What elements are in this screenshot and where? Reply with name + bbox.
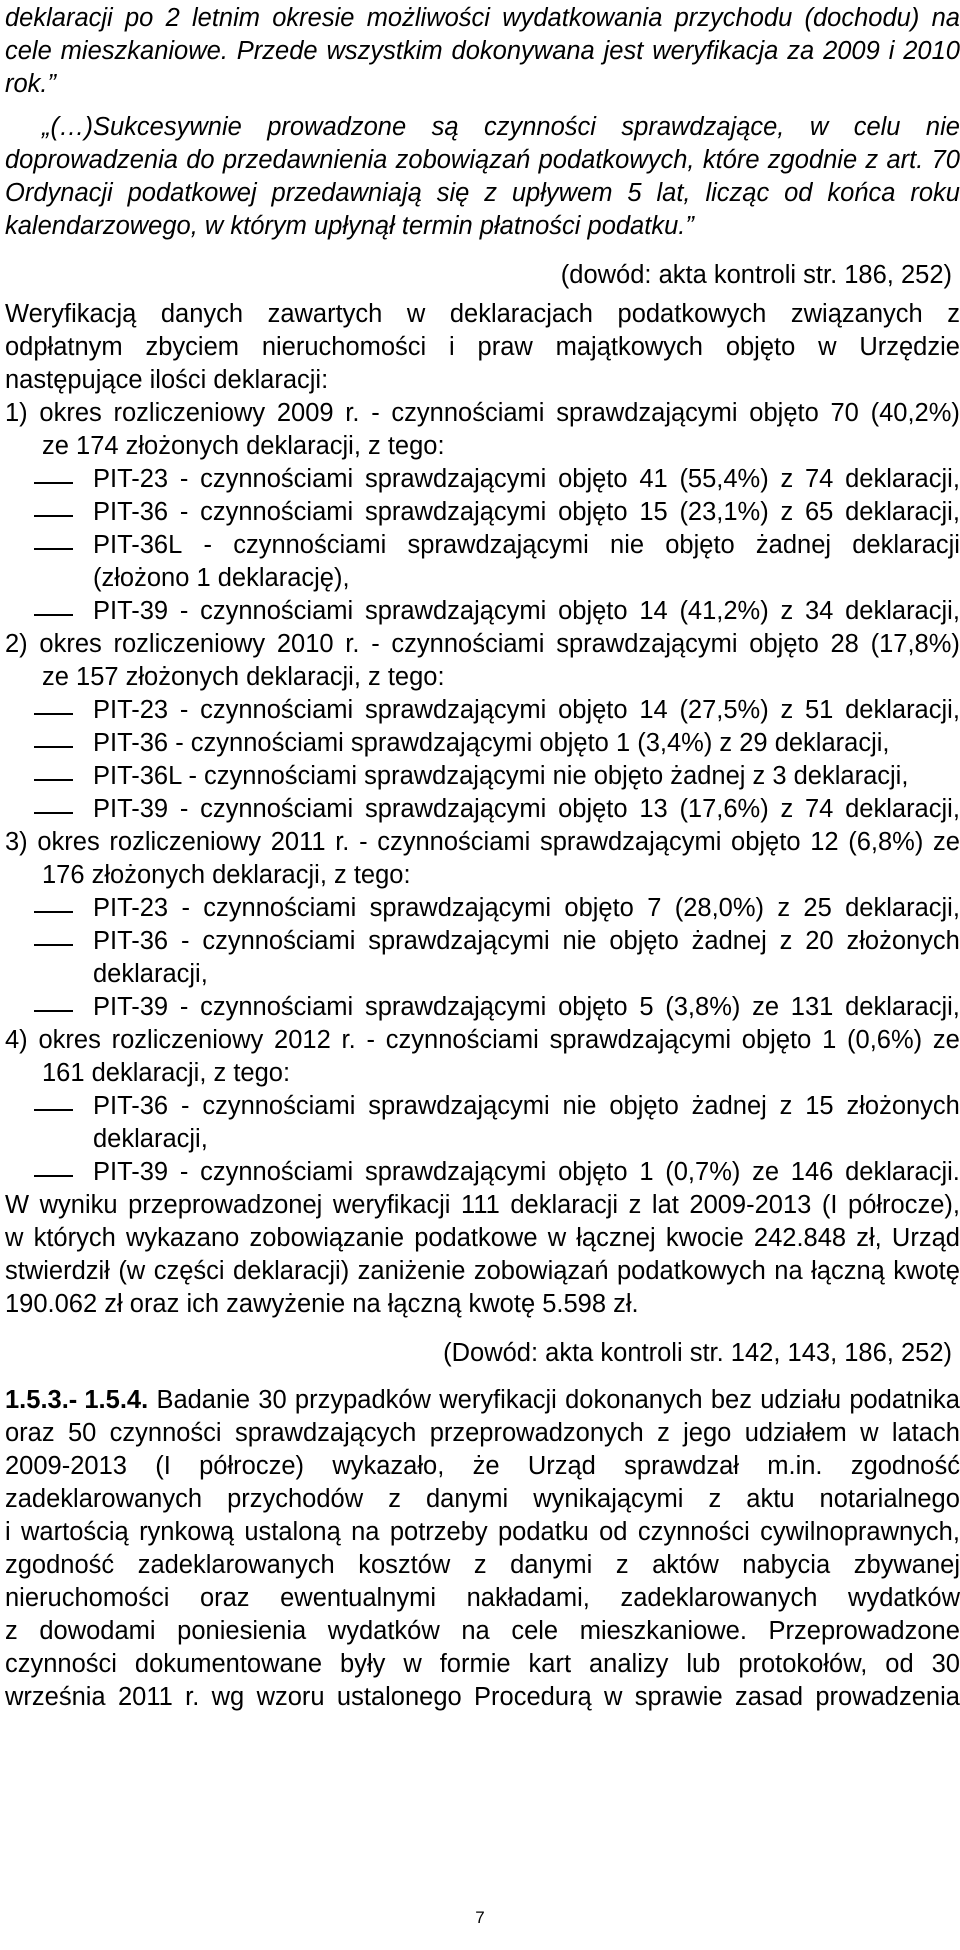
list-dash bbox=[34, 746, 73, 748]
text-line: 1.5.3.- 1.5.4. Badanie 30 przypadków weryfikacji dokonanych bez udziału podatnika bbox=[5, 1382, 960, 1418]
text-line: PIT-39 - czynnościami sprawdzającymi objęto 5 (3,8%) ze 131 deklaracji, bbox=[93, 993, 960, 1021]
list-dash bbox=[34, 779, 73, 781]
text-line: z dowodami poniesienia wydatków na cele mieszkaniowe. Przeprowadzone bbox=[5, 1617, 960, 1645]
text-line: PIT-39 - czynnościami sprawdzającymi objęto 13 (17,6%) z 74 deklaracji, bbox=[93, 795, 960, 823]
text-line: ze 157 złożonych deklaracji, z tego: bbox=[42, 663, 445, 691]
text-line: PIT-36 - czynnościami sprawdzającymi nie objęto żadnej z 20 złożonych bbox=[93, 927, 960, 955]
page-number: 7 bbox=[475, 1908, 485, 1927]
text-line: zgodność zadeklarowanych kosztów z danymi z aktów nabycia zbywanej bbox=[5, 1551, 960, 1579]
text-line: zadeklarowanych przychodów z danymi wynikającymi z aktu notarialnego bbox=[5, 1485, 960, 1513]
text-line: w których wykazano zobowiązanie podatkowe w łącznej kwocie 242.848 zł, Urząd bbox=[5, 1224, 960, 1252]
text-line: cele mieszkaniowe. Przede wszystkim dokonywana jest weryfikacja za 2009 i 2010 bbox=[5, 37, 960, 65]
list-dash bbox=[34, 911, 73, 913]
list-dash bbox=[34, 944, 73, 946]
text-line: 4) okres rozliczeniowy 2012 r. - czynnościami sprawdzającymi objęto 1 (0,6%) ze bbox=[5, 1026, 960, 1054]
text-line: stwierdził (w części deklaracji) zaniżenie zobowiązań podatkowych na łączną kwotę bbox=[5, 1257, 960, 1285]
text-line: PIT-39 - czynnościami sprawdzającymi objęto 14 (41,2%) z 34 deklaracji, bbox=[93, 597, 960, 625]
text-line: W wyniku przeprowadzonej weryfikacji 111 deklaracji z lat 2009-2013 (I półrocze), bbox=[5, 1191, 960, 1219]
list-dash bbox=[34, 812, 73, 814]
text-line: deklaracji, bbox=[93, 1125, 208, 1153]
section-number: 1.5.3.- 1.5.4. bbox=[5, 1386, 149, 1414]
text-line: kalendarzowego, w którym upłynął termin płatności podatku.” bbox=[5, 212, 694, 240]
text-line: deklaracji, bbox=[93, 960, 208, 988]
text-line: PIT-39 - czynnościami sprawdzającymi objęto 1 (0,7%) ze 146 deklaracji. bbox=[93, 1158, 960, 1186]
text-line: Ordynacji podatkowej przedawniają się z upływem 5 lat, licząc od końca roku bbox=[5, 179, 960, 207]
text-line: rok.” bbox=[5, 70, 56, 98]
text-line: 176 złożonych deklaracji, z tego: bbox=[42, 861, 411, 889]
text-line: i wartością rynkową ustaloną na potrzeby podatku od czynności cywilnoprawnych, bbox=[5, 1518, 960, 1546]
text-line: PIT-36 - czynnościami sprawdzającymi objęto 1 (3,4%) z 29 deklaracji, bbox=[93, 729, 890, 757]
text-line: PIT-23 - czynnościami sprawdzającymi objęto 41 (55,4%) z 74 deklaracji, bbox=[93, 465, 960, 493]
list-dash bbox=[34, 515, 73, 517]
text-line: Weryfikacją danych zawartych w deklaracjach podatkowych związanych z bbox=[5, 300, 960, 328]
text-line: 2) okres rozliczeniowy 2010 r. - czynnościami sprawdzającymi objęto 28 (17,8%) bbox=[5, 630, 960, 658]
list-dash bbox=[34, 614, 73, 616]
text-line: odpłatnym zbyciem nieruchomości i praw majątkowych objęto w Urzędzie bbox=[5, 333, 960, 361]
text-line: 1) okres rozliczeniowy 2009 r. - czynnościami sprawdzającymi objęto 70 (40,2%) bbox=[5, 399, 960, 427]
text-line: (dowód: akta kontroli str. 186, 252) bbox=[560, 261, 952, 289]
text-line: PIT-23 - czynnościami sprawdzającymi objęto 7 (28,0%) z 25 deklaracji, bbox=[93, 894, 960, 922]
text-line: 3) okres rozliczeniowy 2011 r. - czynnościami sprawdzającymi objęto 12 (6,8%) ze bbox=[5, 828, 960, 856]
list-dash bbox=[34, 1010, 73, 1012]
text-line: czynności dokumentowane były w formie kart analizy lub protokołów, od 30 bbox=[5, 1650, 960, 1678]
list-dash bbox=[34, 482, 73, 484]
text-line: PIT-36 - czynnościami sprawdzającymi objęto 15 (23,1%) z 65 deklaracji, bbox=[93, 498, 960, 526]
text-line: 2009-2013 (I półrocze) wykazało, że Urząd sprawdzał m.in. zgodność bbox=[5, 1452, 960, 1480]
list-dash bbox=[34, 1109, 73, 1111]
text-line: „(…)Sukcesywnie prowadzone są czynności sprawdzające, w celu nie bbox=[42, 113, 960, 141]
text-line: 190.062 zł oraz ich zawyżenie na łączną kwotę 5.598 zł. bbox=[5, 1290, 639, 1318]
text-line: (złożono 1 deklarację), bbox=[93, 564, 350, 592]
text-line: oraz 50 czynności sprawdzających przeprowadzonych z jego udziałem w latach bbox=[5, 1419, 960, 1447]
text-line: PIT-36L - czynnościami sprawdzającymi nie objęto żadnej z 3 deklaracji, bbox=[93, 762, 909, 790]
text-line: doprowadzenia do przedawnienia zobowiązań podatkowych, które zgodnie z art. 70 bbox=[5, 146, 960, 174]
text-line: nieruchomości oraz ewentualnymi nakładami, zadeklarowanych wydatków bbox=[5, 1584, 960, 1612]
text-line: następujące ilości deklaracji: bbox=[5, 366, 329, 394]
list-dash bbox=[34, 1175, 73, 1177]
text-line: (Dowód: akta kontroli str. 142, 143, 186, 252) bbox=[443, 1339, 952, 1367]
text-line: ze 174 złożonych deklaracji, z tego: bbox=[42, 432, 445, 460]
text-line: PIT-36L - czynnościami sprawdzającymi nie objęto żadnej deklaracji bbox=[93, 531, 960, 559]
text-line: września 2011 r. wg wzoru ustalonego Procedurą w sprawie zasad prowadzenia bbox=[5, 1683, 960, 1711]
text-line: 161 deklaracji, z tego: bbox=[42, 1059, 291, 1087]
text-line: PIT-23 - czynnościami sprawdzającymi objęto 14 (27,5%) z 51 deklaracji, bbox=[93, 696, 960, 724]
list-dash bbox=[34, 548, 73, 550]
text-line: deklaracji po 2 letnim okresie możliwości wydatkowania przychodu (dochodu) na bbox=[5, 4, 960, 32]
list-dash bbox=[34, 713, 73, 715]
text-line: PIT-36 - czynnościami sprawdzającymi nie objęto żadnej z 15 złożonych bbox=[93, 1092, 960, 1120]
